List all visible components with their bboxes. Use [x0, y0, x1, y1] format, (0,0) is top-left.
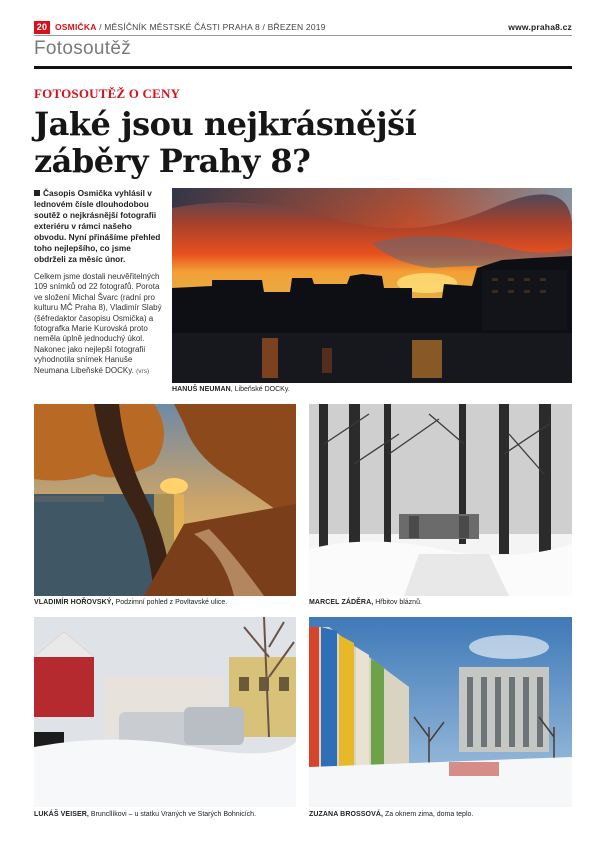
- page-number: 20: [34, 21, 50, 34]
- article-lead: [34, 188, 164, 265]
- photo-povltavska-image: [34, 404, 296, 596]
- photo-za-oknem-zima[interactable]: [309, 617, 572, 807]
- caption-photo-5: [309, 811, 473, 818]
- photo-za-oknem-zima-image: [309, 617, 572, 807]
- issue-line: [55, 22, 326, 32]
- photo-povltavska[interactable]: [34, 404, 296, 596]
- photo-bruncllikovi[interactable]: [34, 617, 296, 807]
- article-body-text: Celkem jsme dostali neuvěřitelných 109 snímků od 22 fotografů. Porota ve složení Michal Švarc (radní pro kulturu MČ Praha 8), Vladimír Slabý (šéfredaktor časopisu Osmička) a fotografka Marie Kurovská proto neměla úplně jednoduchý úkol. Nakonec jako nejlepší fotografii vyhodnotila snímek Hanuše Neumana Libeňské DOCKy.: [34, 272, 162, 375]
- section-title: Fotosoutěž: [34, 38, 131, 59]
- magazine-brand: OSMIČKA: [55, 22, 97, 32]
- photo-libenske-docky[interactable]: [172, 188, 572, 383]
- caption-photo-2-author: VLADIMÍR HOŘOVSKÝ,: [34, 599, 114, 606]
- photo-hrbitov-blaznu-image: [309, 404, 572, 596]
- caption-photo-4-author: LUKÁŠ VEISER,: [34, 811, 89, 818]
- caption-photo-2-title: Podzimní pohled z Povltavské ulice.: [113, 599, 228, 606]
- caption-photo-1-title: , Libeňské DOCKy.: [230, 386, 290, 393]
- caption-photo-3: [309, 599, 422, 606]
- caption-photo-2: [34, 599, 227, 606]
- photo-hrbitov-blaznu[interactable]: [309, 404, 572, 596]
- headline-line-1: Jaké jsou nejkrásnější: [34, 105, 417, 143]
- article-text-column: [34, 188, 164, 377]
- article-signature: (vrs): [136, 367, 150, 375]
- photo-bruncllikovi-image: [34, 617, 296, 807]
- article-headline: [34, 106, 454, 180]
- article-kicker: FOTOSOUTĚŽ O CENY: [34, 86, 181, 101]
- header-divider: [34, 35, 572, 36]
- article-lead-text: Časopis Osmička vyhlásil v lednovém čísle dlouhodobou soutěž o nejkrásnější fotografii exteriéru v rámci našeho obvodu. Nyní přinášíme přehled toho nejlepšího, co jsme obdrželi za měsíc únor.: [34, 188, 161, 264]
- caption-photo-1: [172, 386, 290, 393]
- section-divider: [34, 66, 572, 69]
- caption-photo-3-title: Hřbitov bláznů.: [373, 599, 422, 606]
- caption-photo-5-author: ZUZANA BROSSOVÁ,: [309, 811, 384, 818]
- caption-photo-4: [34, 811, 256, 818]
- bullet-square-icon: [34, 190, 40, 196]
- website-link[interactable]: www.praha8.cz: [508, 22, 572, 32]
- caption-photo-4-title: Bruncllíkovi – u statku Vraných ve Starých Bohnicích.: [88, 811, 257, 818]
- caption-photo-3-author: MARCEL ZÁDĚRA,: [309, 599, 374, 606]
- caption-photo-5-title: Za oknem zima, doma teplo.: [383, 811, 474, 818]
- issue-info: / MĚSÍČNÍK MĚSTSKÉ ČÁSTI PRAHA 8 / BŘEZEN 2019: [99, 22, 326, 32]
- photo-libenske-docky-image: [172, 188, 572, 383]
- caption-photo-1-author: HANUŠ NEUMAN: [172, 386, 231, 393]
- article-body: [34, 272, 164, 377]
- headline-line-2: záběry Prahy 8?: [34, 142, 311, 180]
- running-header: [34, 21, 572, 35]
